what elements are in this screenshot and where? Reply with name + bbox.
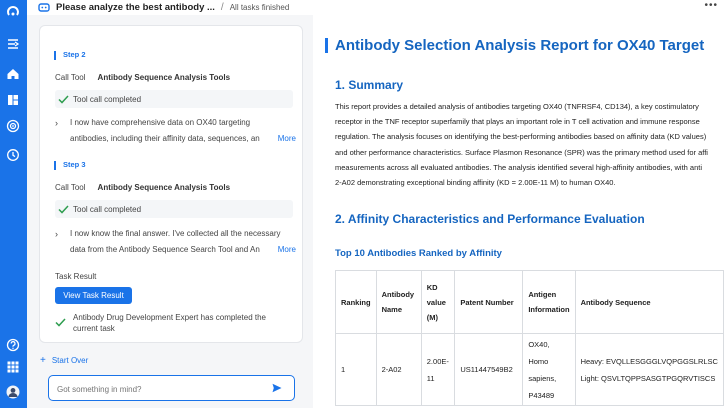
call-tool-label: Call Tool	[55, 73, 86, 82]
call-tool-row	[55, 73, 230, 82]
antibody-table	[335, 270, 724, 406]
thought-line: I now know the final answer. I've collected all the necessary	[70, 229, 281, 238]
chat-glyph-icon	[38, 3, 50, 13]
summary-paragraph	[335, 99, 724, 190]
tool-status-text: Tool call completed	[73, 94, 142, 104]
apps-grid-icon[interactable]	[4, 358, 22, 376]
column-header: KD value (M)	[421, 271, 455, 334]
section-heading: 1. Summary	[335, 78, 404, 92]
report-view	[313, 15, 724, 408]
table-cell: OX40, Homo sapiens, P43489	[523, 334, 575, 406]
completion-line: current task	[73, 324, 115, 333]
collapse-sidebar-icon[interactable]	[4, 35, 22, 53]
check-icon	[58, 205, 69, 214]
more-link[interactable]: More	[276, 242, 296, 258]
plus-icon: +	[40, 355, 46, 366]
avatar[interactable]	[4, 383, 22, 401]
radar-icon[interactable]	[4, 117, 22, 135]
table-header-row	[336, 271, 724, 334]
column-header: Antibody Sequence	[575, 271, 723, 334]
call-tool-row	[55, 183, 230, 192]
check-icon	[58, 95, 69, 104]
summary-line: 2-A02 demonstrating exceptional binding affinity (KD = 2.00E-11 M) to human OX40.	[335, 178, 616, 188]
column-header: Patent Number	[455, 271, 523, 334]
column-header: Antibody Name	[376, 271, 421, 334]
table-row	[336, 334, 724, 406]
start-over-button[interactable]	[40, 355, 88, 366]
summary-line: and other performance characteristics. Surface Plasmon Resonance (SPR) was the primary method used for affi	[335, 147, 708, 157]
more-link[interactable]: More	[276, 131, 296, 147]
table-cell: 1	[336, 334, 377, 406]
step-marker	[54, 161, 56, 170]
thought-line: antibodies, including their affinity data, sequences, an	[70, 134, 260, 143]
summary-line: receptor in the TNF receptor superfamily that plays an important role in T cell activation and immune response	[335, 117, 700, 127]
call-tool-label: Call Tool	[55, 183, 86, 192]
tool-name: Antibody Sequence Analysis Tools	[97, 183, 231, 192]
task-result-label: Task Result	[55, 272, 97, 281]
report-title	[325, 37, 704, 54]
task-progress-card	[39, 25, 303, 343]
help-icon[interactable]	[4, 336, 22, 354]
tool-status-box	[55, 200, 293, 218]
dashboard-icon[interactable]	[4, 91, 22, 109]
step-marker	[54, 51, 56, 60]
summary-line: regulation. The analysis focuses on identifying the best-performing antibodies based on affinity data (KD values)	[335, 132, 707, 142]
table-cell: Heavy: EVQLLESGGGLVQPGGSLRLSC Light: QSVLTQPPSASGTPGQRVTISCS	[575, 334, 723, 406]
column-header: Ranking	[336, 271, 377, 334]
report-title-text: Antibody Selection Analysis Report for OX40 Target	[335, 37, 705, 54]
step-label: Step 2	[63, 50, 86, 59]
start-over-label: Start Over	[51, 356, 89, 365]
conversation-title[interactable]: Please analyze the best antibody ...	[56, 2, 215, 13]
chat-input[interactable]	[57, 382, 257, 396]
left-rail	[0, 0, 27, 408]
top-bar	[27, 0, 724, 15]
history-icon[interactable]	[4, 146, 22, 164]
app-logo-icon[interactable]	[4, 3, 22, 21]
chat-input-box[interactable]	[48, 375, 295, 401]
chevron-right-icon[interactable]: ›	[55, 118, 58, 128]
table-cell: 2-A02	[376, 334, 421, 406]
more-menu-icon[interactable]: •••	[704, 0, 718, 11]
thought-line: I now have comprehensive data on OX40 targeting	[70, 118, 251, 127]
home-icon[interactable]	[4, 65, 22, 83]
completion-line: Antibody Drug Development Expert has completed the	[73, 313, 266, 322]
table-cell: US11447549B2	[455, 334, 523, 406]
summary-line: measurements across all evaluated antibodies. The analysis identified several high-affinity antibodies, with anti	[335, 162, 703, 172]
chevron-right-icon[interactable]: ›	[55, 229, 58, 239]
check-icon	[55, 318, 66, 327]
thought-line: data from the Antibody Sequence Search Tool and An	[70, 245, 260, 254]
column-header: Antigen Information	[523, 271, 575, 334]
thought-summary[interactable]	[55, 115, 300, 147]
task-status: All tasks finished	[229, 3, 290, 12]
breadcrumb-separator: /	[220, 2, 224, 13]
tool-name: Antibody Sequence Analysis Tools	[97, 73, 231, 82]
thought-summary[interactable]	[55, 226, 300, 258]
table-title: Top 10 Antibodies Ranked by Affinity	[335, 248, 502, 259]
completion-message	[55, 312, 285, 334]
send-icon[interactable]	[272, 383, 282, 393]
tool-status-text: Tool call completed	[73, 204, 142, 214]
step-label: Step 3	[63, 160, 86, 169]
summary-line: This report provides a detailed analysis of antibodies targeting OX40 (TNFRSF4, CD134), a key costimulatory	[335, 102, 699, 111]
conversation-panel	[27, 15, 313, 408]
section-heading: 2. Affinity Characteristics and Performance Evaluation	[335, 212, 645, 226]
tool-status-box	[55, 90, 293, 108]
view-task-result-button[interactable]: View Task Result	[55, 287, 132, 304]
table-cell: 2.00E- 11	[421, 334, 455, 406]
title-accent	[325, 38, 328, 53]
